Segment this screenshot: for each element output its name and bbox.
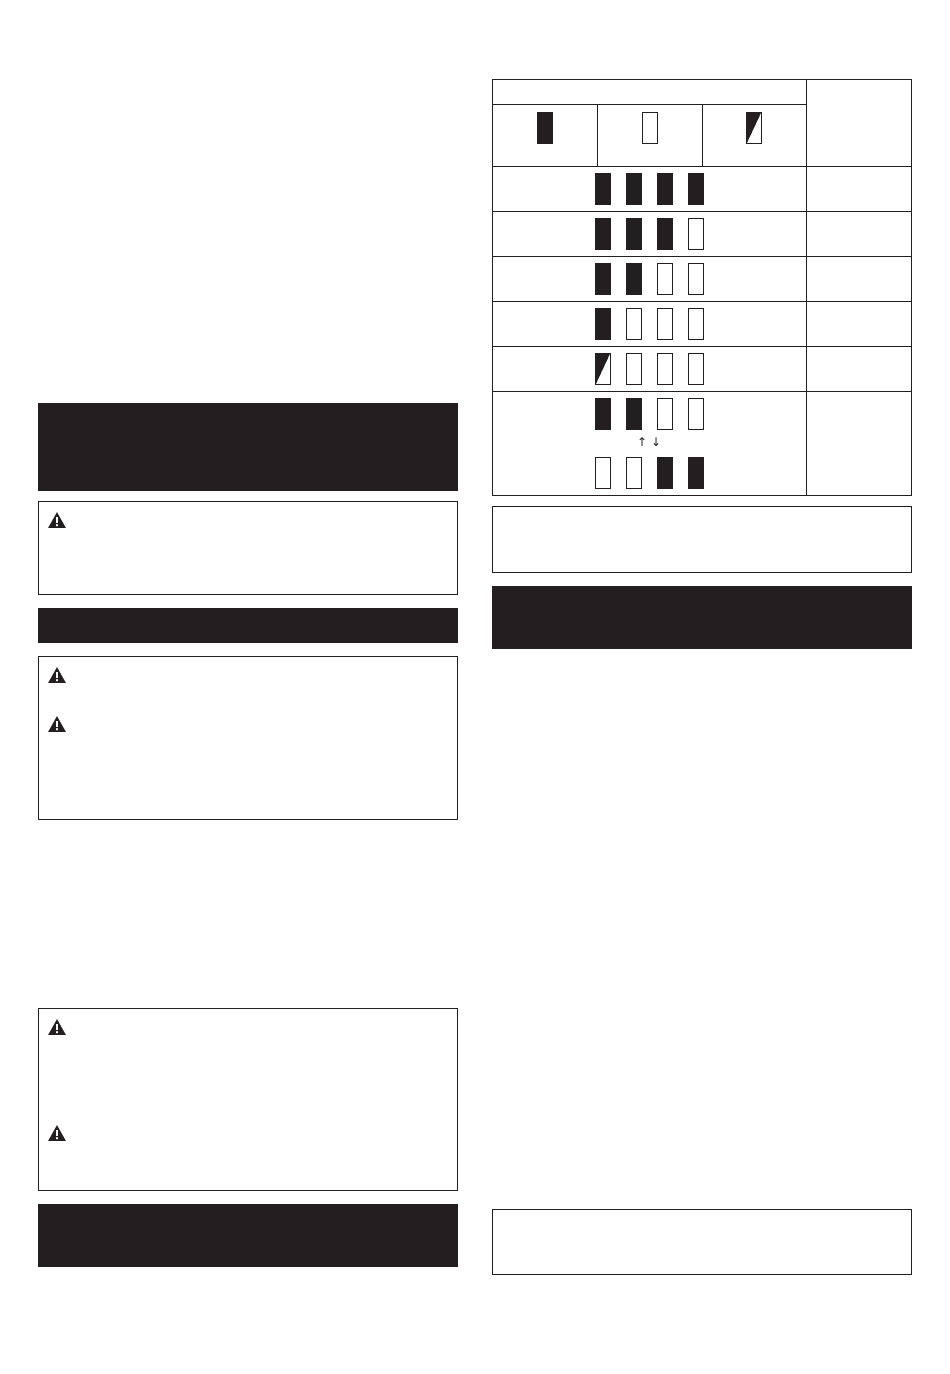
warning-box-3 (38, 1008, 458, 1191)
warning-triangle-icon (47, 511, 67, 529)
section-header-4 (492, 586, 912, 649)
indicator-lamp-on (688, 457, 704, 489)
note-box-1 (492, 506, 912, 573)
note-box-2 (492, 1209, 912, 1275)
arrow-up-icon: ↑ (637, 435, 648, 449)
warning-box-1 (38, 501, 458, 595)
indicator-lamp-on (595, 398, 611, 430)
indicator-lamp-on (595, 263, 611, 295)
battery-indicator-table (492, 79, 912, 496)
indicator-lamp-off (688, 353, 704, 385)
section-header-2 (38, 608, 458, 643)
indicator-lamp-off (626, 457, 642, 489)
indicator-lamp-off (626, 308, 642, 340)
indicator-lamp-off (688, 218, 704, 250)
indicator-lamp-off (657, 263, 673, 295)
indicator-lamp-on (626, 173, 642, 205)
indicator-lamp-off (688, 308, 704, 340)
warning-triangle-icon (47, 715, 67, 733)
indicator-lamp-on (626, 398, 642, 430)
section-header-1 (38, 403, 458, 491)
indicator-lamp-off (688, 263, 704, 295)
warning-triangle-icon (47, 1018, 67, 1036)
indicator-lamp-off (595, 457, 611, 489)
indicator-lamp-on (657, 173, 673, 205)
indicator-lamp-blinking (595, 353, 611, 385)
indicator-lamp-on (595, 308, 611, 340)
indicator-lamp-off (626, 353, 642, 385)
indicator-lamp-off (657, 308, 673, 340)
indicator-lamp-on (595, 218, 611, 250)
arrow-down-icon: ↓ (651, 435, 662, 449)
indicator-lamp-off (657, 398, 673, 430)
warning-triangle-icon (47, 666, 67, 684)
indicator-lamp-on (595, 173, 611, 205)
warning-triangle-icon (47, 1124, 67, 1142)
indicator-lamp-on (626, 218, 642, 250)
section-header-3 (38, 1204, 458, 1267)
indicator-lamp-on (626, 263, 642, 295)
legend-lamp-lit (537, 112, 553, 144)
indicator-lamp-on (657, 457, 673, 489)
legend-lamp-off (642, 112, 658, 144)
indicator-lamp-on (657, 218, 673, 250)
indicator-lamp-off (688, 398, 704, 430)
indicator-lamp-on (688, 173, 704, 205)
legend-lamp-blinking (746, 112, 762, 144)
warning-box-2 (38, 656, 458, 820)
indicator-lamp-off (657, 353, 673, 385)
